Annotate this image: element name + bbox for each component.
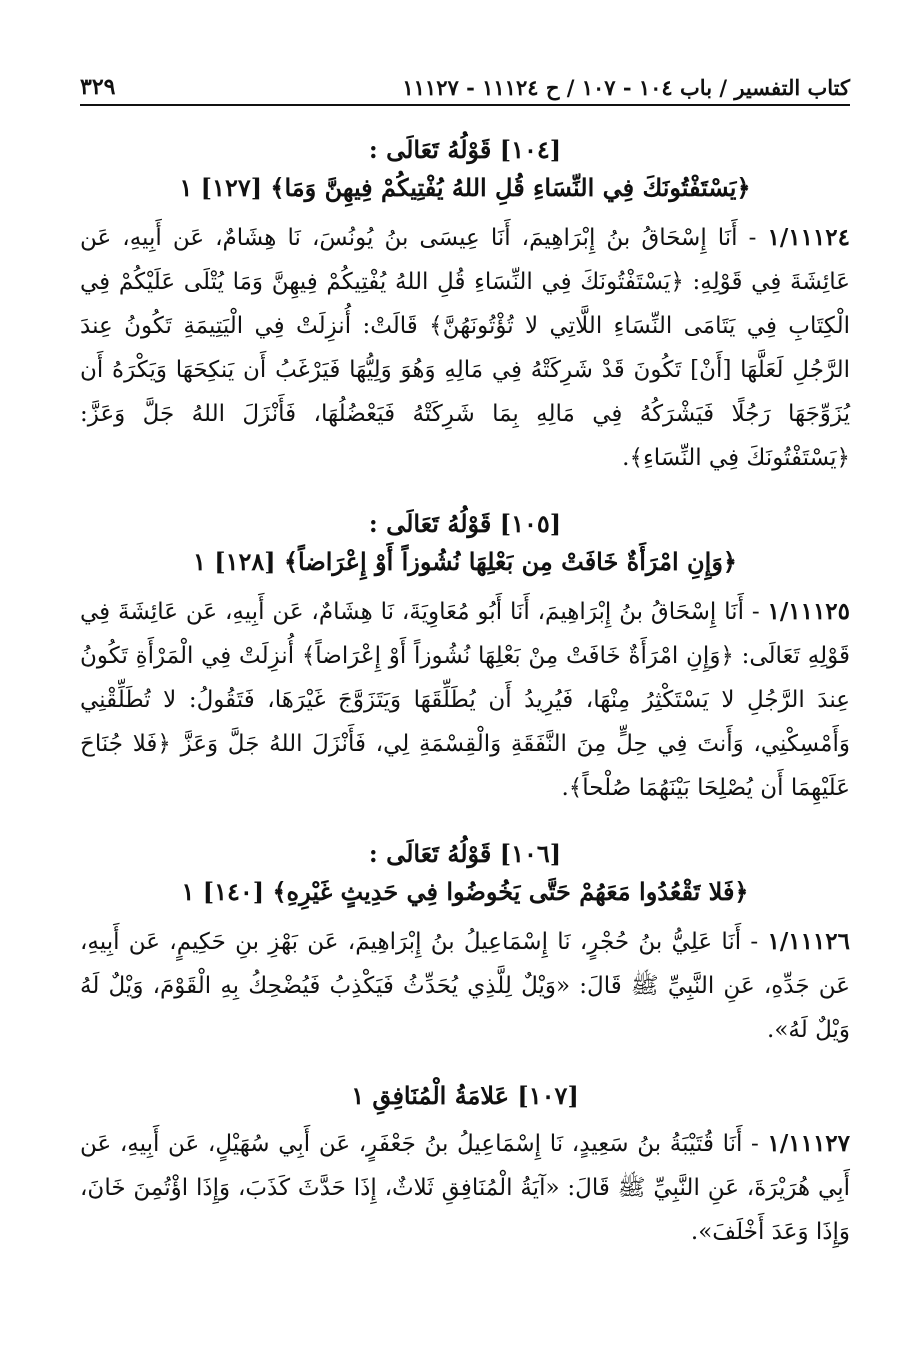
- hadith-text: - أَنَا إِسْحَاقُ بنُ إِبْرَاهِيمَ، أَنَا أَبُو مُعَاوِيَةَ، نَا هِشَامٌ، عَن أَبِيهِ، عَن عَائِشَةَ فِي قَوْلِهِ تَعَالَى: ﴿وَإِنِ امْرَأَةٌ خَافَتْ مِنْ بَعْلِهَا نُشُوزاً أَوْ إِعْرَاضاً﴾ أُنزِلَتْ فِي الْمَرْأَةِ تَكُونُ عِندَ الرَّجُلِ لا يَسْتَكْثِرُ مِنْهَا، فَيُرِيدُ أَن يُطَلِّقَهَا وَيَتَزَوَّجَ غَيْرَهَا، فَتَقُولُ: لا تُطَلِّقْنِي وَأَمْسِكْنِي، وَأَنتَ فِي حِلٍّ مِنَ النَّفَقَةِ وَالْقِسْمَةِ لِي، فَأَنْزَلَ اللهُ جَلَّ وَعَزَّ ﴿فَلا جُنَاحَ عَلَيْهِمَا أَن يُصْلِحَا بَيْنَهُمَا صُلْحاً﴾.: [80, 599, 850, 801]
- hadith-text: - أَنَا قُتَيْبَةُ بنُ سَعِيدٍ، نَا إِسْمَاعِيلُ بنُ جَعْفَرٍ، عَن أَبِي سُهَيْلٍ، عَن أَبِيهِ، عَن أَبِي هُرَيْرَةَ، عَنِ النَّبِيِّ ﷺ قَالَ: «آيَةُ الْمُنَافِقِ ثَلاثٌ، إِذَا حَدَّثَ كَذَبَ، وَإِذَا اؤْتُمِنَ خَانَ، وَإِذَا وَعَدَ أَخْلَفَ».: [80, 1131, 850, 1245]
- section-title: [١٠٤] قَوْلُهُ تَعَالَى :: [368, 135, 562, 164]
- hadith-paragraph: [80, 1122, 850, 1254]
- section-title: [١٠٥] قَوْلُهُ تَعَالَى :: [368, 509, 562, 538]
- quran-verse: ﴿فَلا تَقْعُدُوا مَعَهُمْ حَتَّى يَخُوضُوا فِي حَدِيثٍ غَيْرِهِ﴾ [١٤٠] ١: [181, 877, 749, 906]
- hadith-number: ١/١١١٢٥: [767, 598, 851, 625]
- hadith-text: - أَنَا عَلِيُّ بنُ حُجْرٍ، نَا إِسْمَاعِيلُ بنُ إِبْرَاهِيمَ، عَن بَهْزِ بنِ حَكِيمٍ، عَن أَبِيهِ، عَن جَدِّهِ، عَنِ النَّبِيِّ ﷺ قَالَ: «وَيْلٌ لِلَّذِي يُحَدِّثُ فَيَكْذِبُ فَيُضْحِكُ بِهِ الْقَوْمَ، وَيْلٌ لَهُ وَيْلٌ لَهُ».: [80, 929, 850, 1043]
- running-title: كتاب التفسير / باب ١٠٤ - ١٠٧ / ح ١١١٢٤ - ١١١٢٧: [402, 75, 850, 100]
- hadith-paragraph: [80, 590, 850, 810]
- hadith-number: ١/١١١٢٧: [767, 1130, 851, 1157]
- quran-verse: ﴿وَإِنِ امْرَأَةٌ خَافَتْ مِن بَعْلِهَا نُشُوزاً أَوْ إِعْرَاضاً﴾ [١٢٨] ١: [193, 547, 737, 576]
- hadith-paragraph: [80, 920, 850, 1052]
- quran-verse: ﴿يَسْتَفْتُونَكَ فِي النِّسَاءِ قُلِ اللهُ يُفْتِيكُمْ فِيهِنَّ وَمَا﴾ [١٢٧] ١: [179, 173, 751, 202]
- section-105: [80, 506, 850, 810]
- book-page: [80, 60, 850, 1350]
- section-104: [80, 132, 850, 480]
- section-106: [80, 836, 850, 1052]
- hadith-number: ١/١١١٢٤: [767, 224, 850, 251]
- page-number: ٣٢٩: [80, 74, 116, 100]
- hadith-text: - أَنَا إِسْحَاقُ بنُ إِبْرَاهِيمَ، أَنَا عِيسَى بنُ يُونُسَ، نَا هِشَامٌ، عَن أَبِيهِ، عَن عَائِشَةَ فِي قَوْلِهِ: ﴿يَسْتَفْتُونَكَ فِي النِّسَاءِ قُلِ اللهُ يُفْتِيكُمْ فِيهِنَّ وَمَا يُتْلَى عَلَيْكُمْ فِي الْكِتَابِ فِي يَتَامَى النِّسَاءِ اللَّاتِي لا تُؤْتُونَهُنَّ﴾ قَالَتْ: أُنزِلَتْ فِي الْيَتِيمَةِ تَكُونُ عِندَ الرَّجُلِ لَعَلَّهَا [أَنْ] تَكُونَ قَدْ شَرِكَتْهُ فِي مَالِهِ وَهُوَ وَلِيُّهَا فَيَرْغَبُ أَن يَنكِحَهَا وَيَكْرَهُ أَن يُزَوِّجَهَا رَجُلًا فَيَشْرَكُهُ فِي مَالِهِ بِمَا شَرِكَتْهُ فَيَعْضُلُهَا، فَأَنْزَلَ اللهُ جَلَّ وَعَزَّ: ﴿يَسْتَفْتُونَكَ فِي النِّسَاءِ﴾.: [80, 225, 850, 471]
- section-title: [١٠٧] عَلامَةُ الْمُنَافِقِ ١: [351, 1081, 579, 1110]
- hadith-paragraph: [80, 216, 850, 480]
- hadith-number: ١/١١١٢٦: [767, 928, 850, 955]
- section-title: [١٠٦] قَوْلُهُ تَعَالَى :: [368, 839, 562, 868]
- running-header: [80, 60, 850, 106]
- section-107: [80, 1078, 850, 1254]
